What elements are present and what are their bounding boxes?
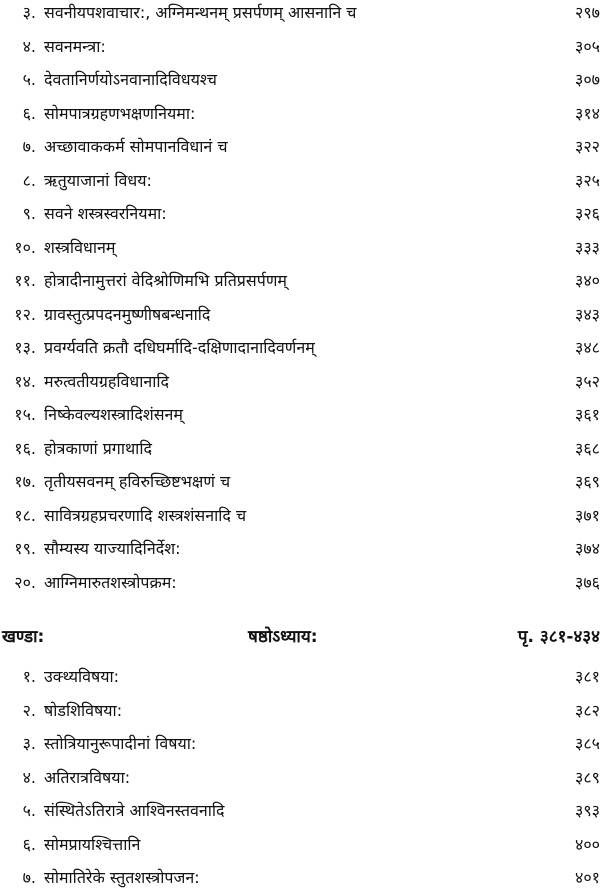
entry-page: ३०७: [575, 70, 600, 89]
entry-page: ३६९: [575, 472, 600, 491]
entry-page: ४०१: [575, 868, 600, 887]
entry-title: ऋतुयाजानां विधय:: [44, 171, 152, 190]
entry-page: ३०५: [575, 37, 600, 56]
toc-row: [0, 335, 600, 361]
entry-page: ३७४: [575, 539, 600, 558]
toc-row: [0, 168, 600, 194]
toc-row: [0, 302, 600, 328]
khanda-label: खण्डा:: [2, 627, 45, 647]
entry-number: ७.: [22, 868, 36, 887]
entry-title: सवने शस्त्रस्वरनियमा:: [44, 204, 167, 223]
toc-row: [0, 570, 600, 596]
entry-number: १२.: [14, 305, 36, 324]
toc-row: [0, 402, 600, 428]
toc-row: [0, 0, 600, 26]
entry-number: १५.: [14, 405, 36, 424]
entry-title: उक्थ्यविषया:: [44, 667, 120, 686]
entry-title: निष्केवल्यशस्त्रादिशंसनम्: [44, 405, 183, 424]
toc-row: [0, 798, 600, 824]
entry-page: ३४०: [575, 271, 600, 290]
entry-page: २९७: [575, 3, 600, 22]
toc-row: [0, 235, 600, 261]
toc-row: [0, 369, 600, 395]
entry-number: ११.: [14, 271, 36, 290]
entry-number: ४.: [22, 37, 36, 56]
entry-page: ४००: [575, 835, 600, 854]
entry-title: सोमपात्रग्रहणभक्षणनियमा:: [44, 104, 196, 123]
entry-number: ५.: [22, 70, 36, 89]
entry-title: शस्त्रविधानम्: [44, 238, 116, 257]
entry-page: ३२५: [575, 171, 600, 190]
entry-page: ३१४: [575, 104, 600, 123]
entry-title: सौम्यस्य याज्यादिनिर्देश:: [44, 539, 181, 558]
entry-title: आग्निमारुतशस्त्रोपक्रम:: [44, 573, 177, 592]
entry-page: ३३३: [575, 238, 600, 257]
entry-page: ३२२: [575, 137, 600, 156]
entry-page: ३८५: [575, 734, 600, 753]
entry-page: ३२६: [575, 204, 600, 223]
entry-page: ३८९: [575, 768, 600, 787]
section-heading: [0, 624, 600, 650]
entry-number: ३.: [22, 734, 36, 753]
entry-number: १.: [22, 667, 36, 686]
toc-row: [0, 34, 600, 60]
entry-title: अतिरात्रविषया:: [44, 768, 131, 787]
entry-title: षोडशिविषया:: [44, 701, 123, 720]
toc-row: [0, 201, 600, 227]
entry-number: ६.: [22, 835, 36, 854]
toc-row: [0, 503, 600, 529]
toc-row: [0, 698, 600, 724]
entry-title: सवनमन्त्रा:: [44, 37, 106, 56]
entry-number: ५.: [22, 801, 36, 820]
chapter-title: षष्ठोऽध्याय:: [248, 627, 318, 647]
entry-number: १८.: [14, 506, 36, 525]
toc-row: [0, 664, 600, 690]
entry-number: ६.: [22, 104, 36, 123]
entry-title: तृतीयसवनम् हविरुच्छिष्टभक्षणं च: [44, 472, 231, 491]
toc-row: [0, 765, 600, 791]
entry-page: ३४३: [575, 305, 600, 324]
toc-row: [0, 101, 600, 127]
entry-number: १०.: [14, 238, 36, 257]
entry-page: ३७६: [575, 573, 600, 592]
entry-title: सोमातिरेके स्तुतशस्त्रोपजन:: [44, 868, 200, 887]
entry-title: देवतानिर्णयोऽनवानादिविधयश्च: [44, 70, 217, 89]
toc-row: [0, 134, 600, 160]
entry-title: सोमप्रायश्चित्तानि: [44, 835, 141, 854]
entry-page: ३४८: [575, 338, 600, 357]
entry-page: ३६१: [575, 405, 600, 424]
entry-title: मरुत्वतीयग्रहविधानादि: [44, 372, 170, 391]
page-range: पृ. ३८१-४३४: [517, 627, 600, 647]
entry-title: होत्रकाणां प्रगाथादि: [44, 439, 152, 458]
entry-number: ७.: [22, 137, 36, 156]
toc-row: [0, 731, 600, 757]
entry-title: प्रवर्ग्यवति क्रतौ दधिघर्मादि-दक्षिणादानादिवर्णनम्: [44, 338, 315, 357]
entry-page: ३७१: [575, 506, 600, 525]
entry-number: १३.: [14, 338, 36, 357]
entry-number: ८.: [22, 171, 36, 190]
entry-title: ग्रावस्तुत्प्रपदनमुष्णीषबन्धनादि: [44, 305, 211, 324]
entry-page: ३८१: [575, 667, 600, 686]
entry-title: सवनीयपशवाचार:, अग्निमन्थनम् प्रसर्पणम् आसनानि च: [44, 3, 357, 22]
entry-number: ३.: [22, 3, 36, 22]
entry-title: अच्छावाककर्म सोमपानविधानं च: [44, 137, 228, 156]
toc-row: [0, 268, 600, 294]
entry-title: स्तोत्रियानुरूपादीनां विषया:: [44, 734, 197, 753]
entry-number: १९.: [14, 539, 36, 558]
toc-row: [0, 469, 600, 495]
entry-number: ४.: [22, 768, 36, 787]
entry-number: २०.: [14, 573, 36, 592]
entry-page: ३५२: [575, 372, 600, 391]
entry-title: संस्थितेऽतिरात्रे आश्विनस्तवनादि: [44, 801, 225, 820]
toc-row: [0, 865, 600, 891]
toc-row: [0, 436, 600, 462]
toc-row: [0, 67, 600, 93]
entry-number: ९.: [22, 204, 36, 223]
toc-row: [0, 536, 600, 562]
entry-page: ३८२: [575, 701, 600, 720]
entry-title: होत्रादीनामुत्तरां वेदिश्रोणिमभि प्रतिप्रसर्पणम्: [44, 271, 287, 290]
entry-number: १४.: [14, 372, 36, 391]
entry-page: ३६८: [575, 439, 600, 458]
entry-number: १६.: [14, 439, 36, 458]
entry-title: सावित्रग्रहप्रचरणादि शस्त्रशंसनादि च: [44, 506, 247, 525]
entry-number: २.: [22, 701, 36, 720]
entry-page: ३९३: [575, 801, 600, 820]
toc-row: [0, 832, 600, 858]
entry-number: १७.: [14, 472, 36, 491]
